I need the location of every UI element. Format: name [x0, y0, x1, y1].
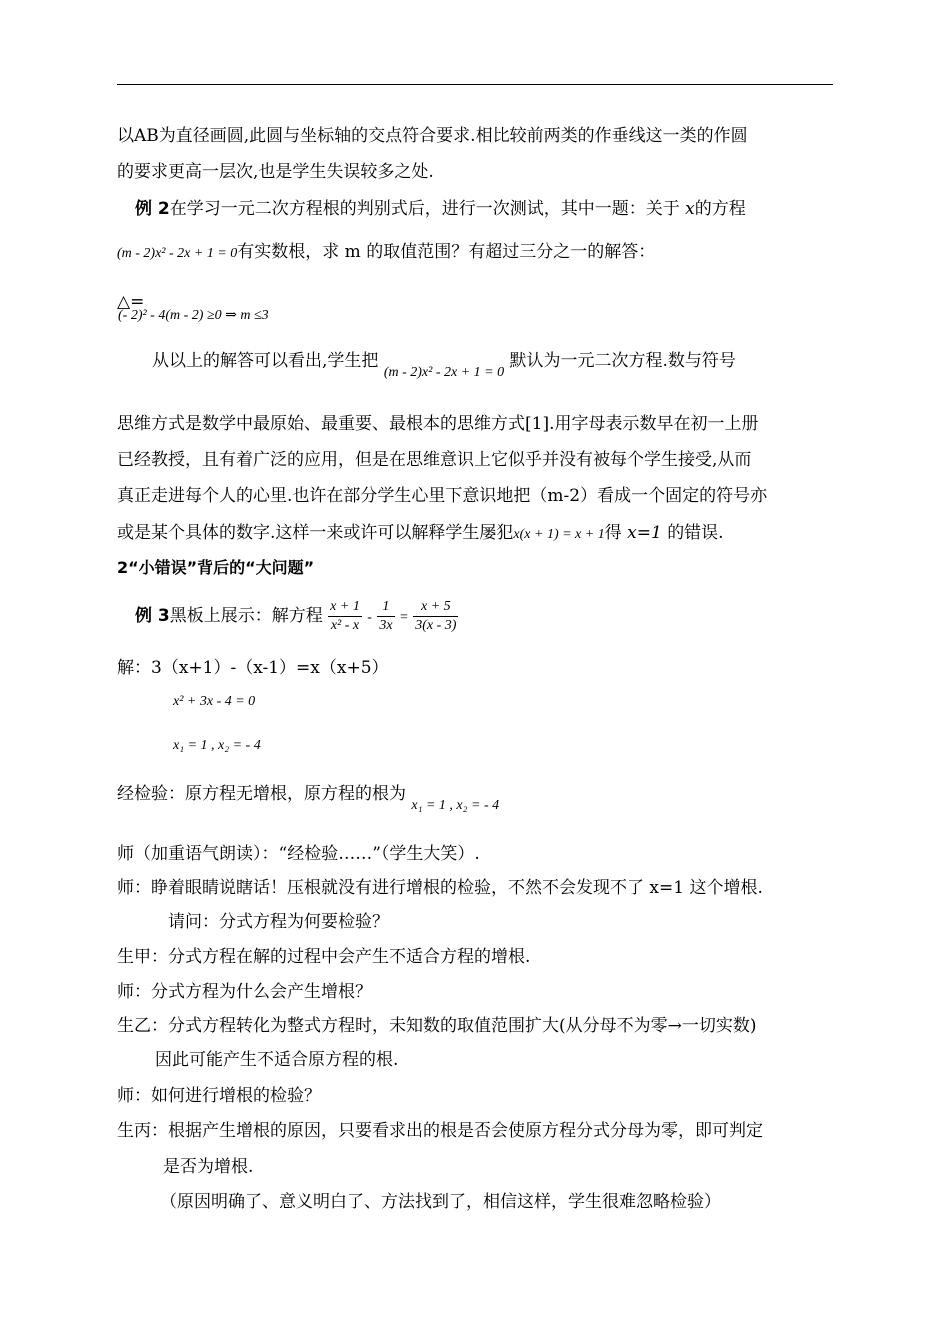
equation: (m - 2)x² - 2x + 1 = 0	[383, 365, 505, 380]
operator: =	[399, 610, 408, 625]
dialogue-line: 生乙：分式方程转化为整式方程时，未知数的取值范围扩大(从分母不为零→一切实数)	[117, 1016, 757, 1036]
check-roots: x₁ = 1 , x₂ = - 4	[411, 798, 500, 813]
check-text: 经检验：原方程无增根，原方程的根为	[117, 784, 406, 804]
example-text: 有实数根，求 m 的取值范围？有超过三分之一的解答：	[237, 242, 656, 262]
example-3-line	[135, 596, 458, 638]
dialogue-line: 师（加重语气朗读）：“经检验……”（学生大笑）.	[117, 844, 480, 864]
paragraph-line: 的要求更高一层次,也是学生失误较多之处.	[117, 162, 434, 182]
equation: x(x + 1) = x + 1	[513, 527, 605, 542]
example-label: 例 3	[135, 606, 170, 626]
example-label: 例 2	[135, 199, 170, 219]
solution-line: 解：3（x+1）-（x-1）=x（x+5）	[117, 658, 389, 678]
dialogue-line: （原因明确了、意义明白了、方法找到了，相信这样，学生很难忽略检验）	[160, 1192, 721, 1212]
example-text: 黑板上展示：解方程	[169, 606, 323, 626]
variable: x	[685, 199, 695, 219]
solution-roots: x₁ = 1 , x₂ = - 4	[173, 738, 261, 753]
delta-symbol: △=	[117, 292, 145, 312]
operator: -	[367, 610, 372, 625]
paragraph-text: 从以上的解答可以看出,学生把	[152, 351, 379, 371]
section-heading: 2“小错误”背后的“大问题”	[117, 558, 315, 577]
dialogue-line: 因此可能产生不适合原方程的根.	[155, 1050, 399, 1070]
dialogue-line: 师：如何进行增根的检验？	[117, 1086, 321, 1106]
dialogue-line: 师：睁着眼睛说瞎话！压根就没有进行增根的检验，不然不会发现不了 x=1 这个增根.	[117, 878, 763, 898]
example-2-equation-line	[117, 240, 655, 266]
check-line	[117, 782, 500, 813]
paragraph-line: 思维方式是数学中最原始、最重要、最根本的思维方式[1].用字母表示数早在初一上册	[117, 414, 759, 434]
dialogue-line: 请问：分式方程为何要检验？	[168, 912, 389, 932]
example-text: 的方程	[694, 199, 746, 219]
paragraph-line	[152, 349, 736, 380]
dialogue-line: 生甲：分式方程在解的过程中会产生不适合方程的增根.	[117, 947, 531, 967]
paragraph-line: 真正走进每个人的心里.也许在部分学生心里下意识地把（m-2）看成一个固定的符号亦	[117, 486, 768, 506]
equation: x=1	[627, 523, 662, 543]
header-rule	[117, 84, 833, 85]
dialogue-line: 师：分式方程为什么会产生增根？	[117, 982, 372, 1002]
example-text: 在学习一元二次方程根的判别式后，进行一次测试，其中一题：关于	[169, 199, 680, 219]
paragraph-text: 的错误.	[667, 523, 724, 543]
example-2-intro	[135, 197, 746, 221]
dialogue-line: 生丙：根据产生增根的原因，只要看求出的根是否会使原方程分式分母为零，即可判定	[117, 1121, 763, 1141]
paragraph-line: 已经教授，且有着广泛的应用，但是在思维意识上它似乎并没有被每个学生接受,从而	[117, 450, 752, 470]
fraction: $\frac{x + 1}{\text{x² - x}}$	[330, 599, 360, 633]
delta-expression: (- 2)² - 4(m - 2) ≥0 ⇒ m ≤3	[118, 308, 269, 323]
equation: (m - 2)x² - 2x + 1 = 0	[117, 246, 238, 261]
paragraph-text: 得	[604, 523, 622, 543]
paragraph-line: 以AB为直径画圆,此圆与坐标轴的交点符合要求.相比较前两类的作垂线这一类的作圆	[117, 126, 748, 146]
dialogue-line: 是否为增根.	[163, 1157, 254, 1177]
solution-equation: x² + 3x - 4 = 0	[173, 694, 256, 709]
paragraph-line	[117, 521, 724, 547]
paragraph-text: 默认为一元二次方程.数与符号	[509, 351, 736, 371]
paragraph-text: 或是某个具体的数字.这样一来或许可以解释学生屡犯	[117, 523, 514, 543]
fraction: $\frac{x + 5}{3(x - 3)}$	[415, 599, 457, 633]
fraction: $\frac{1}{3x}$	[379, 599, 393, 633]
